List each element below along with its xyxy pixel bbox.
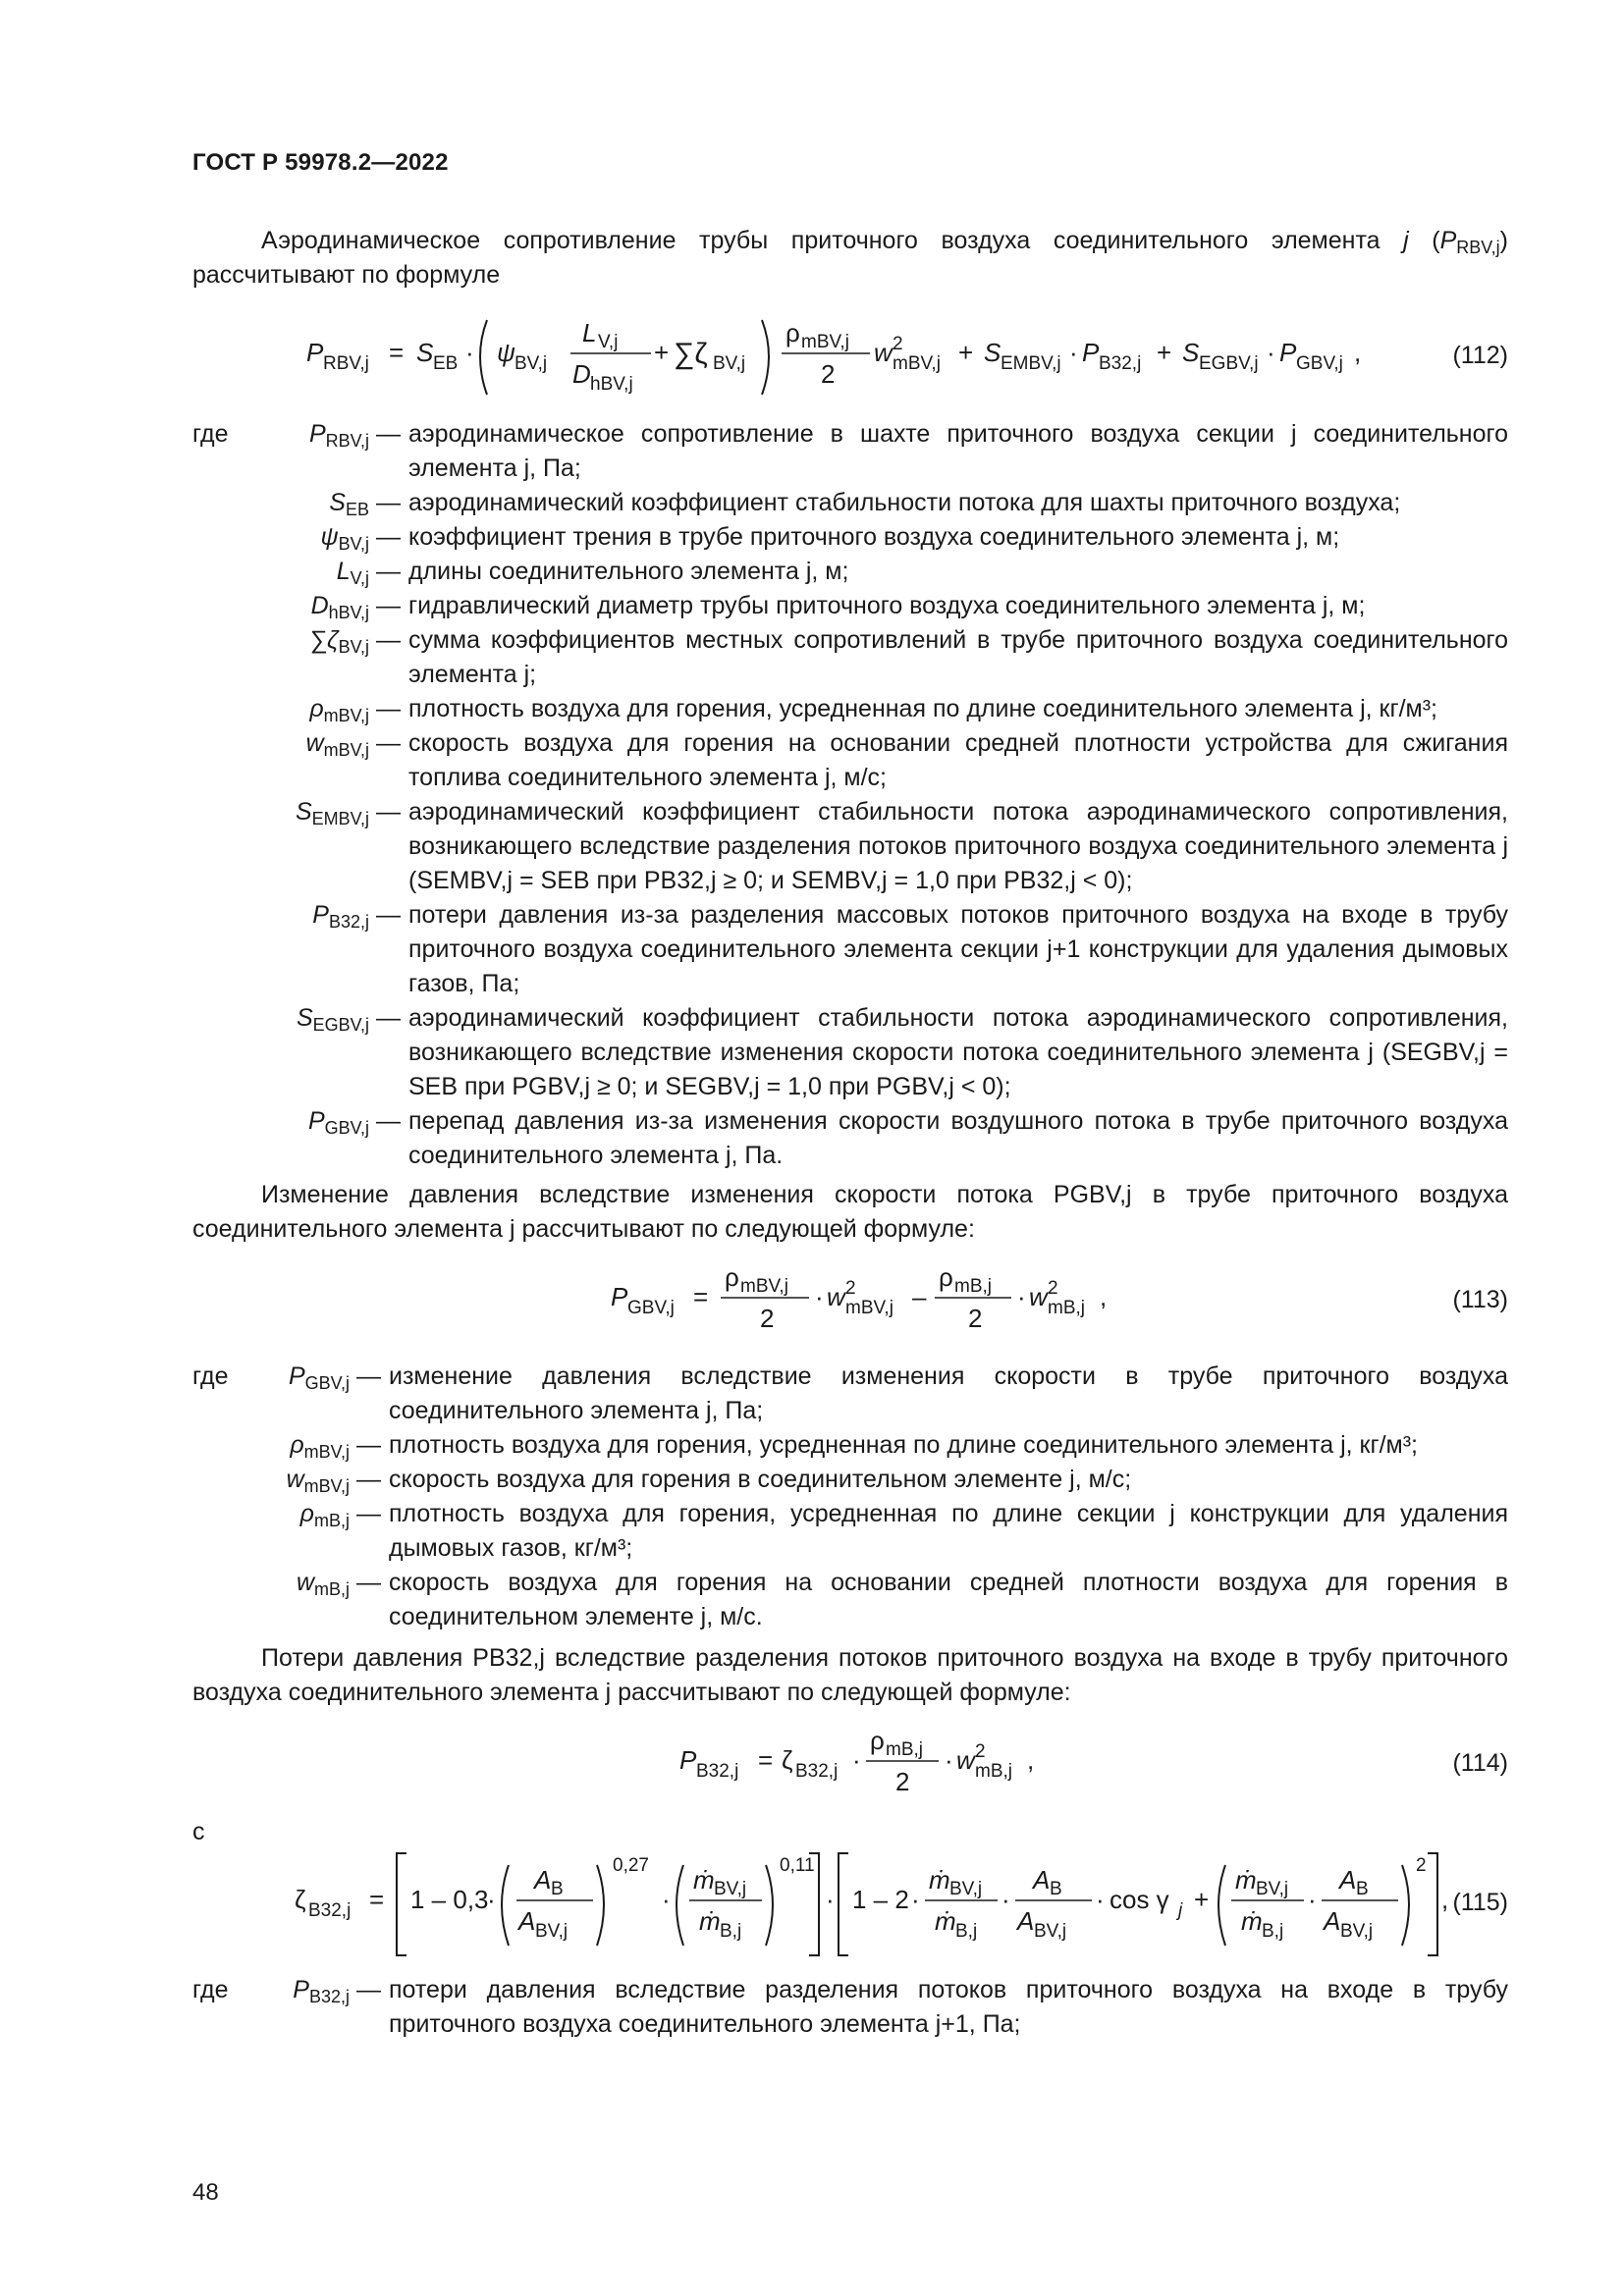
definition-symbol-main: L: [336, 558, 351, 585]
eq115-AB-num-2-sub: B: [1050, 1879, 1062, 1899]
para1-text-b: ) рассчитывают по формуле: [192, 227, 1508, 289]
definition-dash: —: [356, 1431, 381, 1459]
definition-row: [192, 417, 1508, 486]
eq115-AB-num-2: A: [1033, 1865, 1051, 1895]
eq114-rho: ρ: [870, 1726, 885, 1755]
eq112-S-EB: S: [416, 338, 434, 367]
eq113-rho2-sub: mB,j: [954, 1276, 992, 1297]
eq115-mBV-num-2-sub: BV,j: [949, 1879, 983, 1899]
definition-symbol-main: D: [310, 592, 329, 619]
eq112-P-GBV: P: [1279, 338, 1297, 367]
eq115-bracket-2-left: [839, 1853, 848, 1955]
eq115-mB-den-2-sub: B,j: [955, 1921, 978, 1942]
definition-symbol-main: ρ: [299, 1500, 314, 1527]
equation-112: [192, 312, 1508, 406]
equation-115-svg: [192, 1845, 1508, 1963]
definition-text: аэродинамический коэффициент стабильности потока аэродинамического сопротивления, возникающего вследствие разделения потоков приточного воздуха соединительного элемента j (SEMBV,j = SEB при PB32,j ≥ 0; и SEMBV,j = 1,0 при PB32,j < 0);: [408, 798, 1508, 894]
definition-dash: —: [356, 1466, 381, 1493]
definition-text: скорость воздуха для горения в соединительном элементе j, м/с;: [389, 1466, 1132, 1493]
definition-symbol-sub: mBV,j: [303, 1442, 350, 1462]
eq113-rho1: ρ: [725, 1262, 739, 1292]
eq112-w-sup: 2: [893, 334, 903, 354]
eq112-D: D: [572, 359, 591, 389]
eq115-mB-den: ṁ: [699, 1906, 721, 1936]
definition-symbol-main: S: [329, 489, 346, 516]
definition-symbol-main: P: [308, 420, 326, 448]
definition-symbol: [251, 520, 369, 555]
eq114-w: w: [956, 1745, 975, 1775]
definition-symbol: [251, 898, 369, 933]
eq115-AB-num-3: A: [1339, 1865, 1357, 1895]
eq112-dot1: ·: [465, 338, 474, 367]
eq114-rho-sub: mB,j: [886, 1739, 923, 1760]
definition-symbol-main: P: [307, 1107, 325, 1135]
definition-symbol: [251, 1463, 350, 1497]
eq112-plus3: +: [1157, 338, 1172, 367]
definition-dash: —: [376, 1107, 401, 1135]
definition-text: скорость воздуха для горения на основании средней плотности устройства для сжигания топлива соединительного элемента j, м/с;: [408, 729, 1508, 791]
definition-symbol-main: P: [288, 1362, 305, 1390]
eq115-mB-den-3: ṁ: [1241, 1906, 1263, 1936]
definition-dash: —: [376, 420, 401, 448]
definition-row: [192, 795, 1508, 898]
para1-paren: (: [1408, 227, 1440, 254]
definition-row: [192, 555, 1508, 589]
definition-lead: где: [192, 420, 229, 448]
definition-dash: —: [376, 592, 401, 619]
eq114-two: 2: [895, 1767, 910, 1796]
eq113-dot1: ·: [815, 1282, 824, 1311]
document-header: ГОСТ Р 59978.2—2022: [192, 149, 449, 176]
definition-symbol-main: ρ: [290, 1431, 304, 1459]
definition-symbol-sub: mBV,j: [323, 706, 369, 725]
definition-row: [192, 520, 1508, 555]
definition-symbol-sub: EMBV,j: [311, 809, 369, 828]
definition-symbol-sub: hBV,j: [328, 603, 369, 622]
para1-j: j: [1403, 227, 1409, 254]
eq112-w: w: [874, 338, 893, 367]
eq115-one-minus-03: 1 – 0,3: [410, 1885, 489, 1914]
eq115-ABV-den-sub: BV,j: [535, 1921, 568, 1942]
definition-symbol: [251, 1001, 369, 1036]
definition-symbol: [251, 726, 369, 761]
definition-symbol: [251, 417, 369, 452]
eq113-dot2: ·: [1017, 1282, 1026, 1311]
definition-text: потери давления вследствие разделения потоков приточного воздуха на входе в трубу приточного воздуха соединительного элемента j+1, Па;: [389, 1976, 1508, 2038]
definition-symbol: [251, 1497, 350, 1531]
eq113-lhs: P: [611, 1282, 628, 1311]
definition-dash: —: [376, 523, 401, 551]
equation-115-number: (115): [1452, 1889, 1508, 1916]
eq112-P-GBV-sub: GBV,j: [1296, 353, 1343, 374]
definition-symbol: [251, 623, 369, 658]
eq115-AB-num: A: [534, 1865, 552, 1895]
definition-symbol-sub: EB: [345, 500, 369, 519]
eq112-plus2: +: [958, 338, 974, 367]
equation-115: [192, 1845, 1508, 1963]
eq112-L: L: [582, 318, 597, 347]
eq115-plus: +: [1194, 1885, 1210, 1914]
eq112-lhs-sub: RBV,j: [323, 353, 369, 374]
eq112-dot2: ·: [1069, 338, 1078, 367]
equation-114-svg: [192, 1720, 1508, 1814]
eq113-w1: w: [827, 1282, 845, 1311]
definition-symbol-sub: mB,j: [314, 1579, 350, 1599]
definition-symbol-sub: BV,j: [338, 534, 369, 554]
definition-symbol: [251, 795, 369, 829]
definition-dash: —: [376, 729, 401, 757]
definition-dash: —: [356, 1362, 381, 1390]
definition-symbol-sub: mBV,j: [323, 740, 369, 760]
eq115-equals: =: [369, 1885, 385, 1914]
definition-row: [192, 623, 1508, 692]
definition-row: [192, 898, 1508, 1001]
eq112-S-EB-sub: EB: [433, 353, 459, 374]
eq115-AB-num-sub: B: [551, 1879, 564, 1899]
definition-symbol: [251, 486, 369, 520]
definition-dash: —: [376, 901, 401, 929]
definition-symbol-sub: BV,j: [338, 637, 369, 657]
definition-symbol-main: P: [312, 901, 329, 929]
definition-symbol: [251, 692, 369, 726]
eq115-ABV-den-3: A: [1324, 1906, 1341, 1936]
definition-symbol-main: w: [296, 1569, 314, 1596]
definition-dash: —: [356, 1500, 381, 1527]
definition-symbol-sub: V,j: [350, 568, 369, 588]
eq114-dot1: ·: [852, 1745, 861, 1775]
eq114-zeta-sub: B32,j: [795, 1761, 839, 1782]
eq113-minus: –: [912, 1282, 927, 1311]
equation-114: [192, 1720, 1508, 1814]
definition-dash: —: [356, 1569, 381, 1596]
definition-symbol-sub: B32,j: [328, 912, 369, 932]
eq112-w-sub: mBV,j: [893, 353, 941, 374]
definition-symbol: [251, 1428, 350, 1463]
definition-symbol: [251, 1566, 350, 1600]
eq115-ABV-den-2-sub: BV,j: [1034, 1921, 1067, 1942]
intro-paragraph-1: [192, 224, 1508, 293]
eq115-mB-den-3-sub: B,j: [1262, 1921, 1284, 1942]
definition-symbol-main: S: [296, 1004, 313, 1032]
definition-symbol-main: ψ: [320, 523, 339, 551]
definition-symbol-sub: mBV,j: [303, 1476, 350, 1496]
definition-text: плотность воздуха для горения, усредненная по длине секции j конструкции для удаления дымовых газов, кг/м³;: [389, 1500, 1508, 1562]
eq115-dot2: ·: [662, 1885, 671, 1914]
definition-dash: —: [376, 798, 401, 826]
eq115-dot7: ·: [1308, 1885, 1317, 1914]
eq112-S-EMBV: S: [984, 338, 1001, 367]
definition-symbol-sub: RBV,j: [325, 431, 369, 451]
definition-dash: —: [376, 626, 401, 654]
eq112-comma: ,: [1354, 338, 1362, 367]
equation-113-svg: [192, 1256, 1508, 1351]
eq112-P-B32-sub: B32,j: [1099, 353, 1142, 374]
definition-symbol-main: ∑ζ: [309, 626, 339, 654]
eq115-mBV-num-3: ṁ: [1235, 1865, 1257, 1895]
definition-row: [192, 1001, 1508, 1104]
where-list-112: [192, 417, 1508, 1173]
eq114-equals: =: [758, 1745, 774, 1775]
definition-text: длины соединительного элемента j, м;: [408, 558, 849, 585]
definition-dash: —: [376, 695, 401, 722]
eq113-w2-sup: 2: [1048, 1278, 1058, 1299]
eq113-w2: w: [1029, 1282, 1048, 1311]
eq114-lhs-sub: B32,j: [696, 1761, 739, 1782]
eq113-equals: =: [693, 1282, 709, 1311]
definition-row: [192, 1463, 1508, 1497]
eq115-one-minus-2: 1 – 2: [852, 1885, 909, 1914]
eq112-paren-right: [762, 320, 769, 395]
eq115-dot4: ·: [911, 1885, 920, 1914]
definition-symbol-sub: B32,j: [308, 1987, 350, 2006]
definition-symbol: [251, 1360, 350, 1394]
definition-row: [192, 486, 1508, 520]
definition-row: [192, 726, 1508, 795]
eq112-zeta-sub: BV,j: [713, 353, 746, 374]
equation-112-svg: [192, 312, 1508, 406]
eq115-dot1: ·: [487, 1885, 496, 1914]
eq113-two-2: 2: [968, 1304, 983, 1333]
eq112-rho: ρ: [785, 318, 800, 347]
para1-sym: P: [1439, 227, 1457, 254]
eq115-mB-den-2: ṁ: [935, 1906, 956, 1936]
eq112-S-EMBV-sub: EMBV,j: [1001, 353, 1061, 374]
eq112-equals: =: [389, 338, 405, 367]
eq112-psi: ψ: [497, 338, 515, 367]
eq115-mBV-num-sub: BV,j: [714, 1879, 747, 1899]
definition-text: потери давления из-за разделения массовых потоков приточного воздуха на входе в трубу приточного воздуха соединительного элемента секции j+1 конструкции для удаления дымовых газов, Па;: [408, 901, 1508, 997]
eq115-cos: cos γ: [1110, 1885, 1169, 1914]
eq113-lhs-sub: GBV,j: [627, 1298, 675, 1318]
eq115-lhs: ζ: [295, 1885, 306, 1914]
definition-symbol: [251, 555, 369, 589]
eq115-ABV-den-2: A: [1017, 1906, 1035, 1936]
definition-row: [192, 1566, 1508, 1634]
definition-text: изменение давления вследствие изменения скорости в трубе приточного воздуха соединительного элемента j, Па;: [389, 1362, 1508, 1424]
eq112-plus1: +: [654, 338, 670, 367]
eq113-w1-sup: 2: [845, 1278, 856, 1299]
eq112-psi-sub: BV,j: [514, 353, 548, 374]
eq113-comma: ,: [1100, 1282, 1108, 1311]
eq112-L-sub: V,j: [598, 332, 619, 352]
eq112-P-B32: P: [1082, 338, 1100, 367]
page-number: 48: [192, 2179, 219, 2206]
eq115-exp1: 0,27: [613, 1855, 649, 1876]
definition-symbol-main: ρ: [309, 695, 324, 722]
eq112-S-EGBV-sub: EGBV,j: [1199, 353, 1259, 374]
eq115-exp2: 0,11: [780, 1855, 815, 1876]
eq112-dot3: ·: [1267, 338, 1275, 367]
definition-symbol-sub: GBV,j: [304, 1373, 350, 1393]
definition-symbol-main: S: [295, 798, 312, 826]
definition-dash: —: [356, 1976, 381, 2003]
eq115-mBV-num-3-sub: BV,j: [1256, 1879, 1289, 1899]
eq115-bracket-1-left: [397, 1853, 406, 1955]
equation-112-number: (112): [1452, 342, 1508, 369]
eq113-two-1: 2: [760, 1304, 775, 1333]
eq112-paren-left: [480, 320, 487, 395]
eq113-rho2: ρ: [939, 1262, 953, 1292]
para1-text-a: Аэродинамическое сопротивление трубы приточного воздуха соединительного элемента: [261, 227, 1404, 254]
intro-paragraph-3: Потери давления PB32,j вследствие разделения потоков приточного воздуха на входе в трубу приточного воздуха соединительного элемента j рассчитывают по следующей формуле:: [192, 1644, 1508, 1706]
eq115-mBV-num-2: ṁ: [929, 1865, 950, 1895]
definition-text: плотность воздуха для горения, усредненная по длине соединительного элемента j, кг/м³;: [389, 1431, 1418, 1459]
eq115-paren-3-right: [1402, 1865, 1409, 1946]
eq114-w-sub: mB,j: [975, 1761, 1012, 1782]
eq114-w-sup: 2: [975, 1741, 986, 1762]
eq115-dot3: ·: [826, 1885, 835, 1914]
definition-text: скорость воздуха для горения на основании средней плотности воздуха для горения в соединительном элементе j, м/с.: [389, 1569, 1508, 1630]
definition-symbol: [251, 1104, 369, 1139]
eq115-dot5: ·: [1001, 1885, 1010, 1914]
definition-row: [192, 1497, 1508, 1566]
with-label: с: [192, 1818, 205, 1845]
definition-symbol-main: w: [305, 729, 324, 757]
definition-text: аэродинамический коэффициент стабильности потока для шахты приточного воздуха;: [408, 489, 1401, 516]
definition-text: перепад давления из-за изменения скорости воздушного потока в трубе приточного воздуха соединительного элемента j, Па.: [408, 1107, 1508, 1169]
para1-sub: RBV,j: [1456, 238, 1500, 257]
eq112-rho-sub: mBV,j: [801, 332, 849, 352]
eq115-mB-den-sub: B,j: [720, 1921, 742, 1942]
equation-113-number: (113): [1452, 1286, 1508, 1313]
eq113-w2-sub: mB,j: [1048, 1298, 1085, 1318]
definition-row: [192, 1360, 1508, 1428]
definition-row: [192, 1104, 1508, 1173]
equation-113: [192, 1256, 1508, 1351]
definition-text: сумма коэффициентов местных сопротивлений в трубе приточного воздуха соединительного элемента j;: [408, 626, 1508, 688]
eq115-comma: ,: [1441, 1885, 1449, 1914]
definition-text: аэродинамический коэффициент стабильности потока аэродинамического сопротивления, возникающего вследствие изменения скорости потока соединительного элемента j (SEGBV,j = SEB при PGBV,j ≥ 0; и SEGBV,j = 1,0 при PGBV,j < 0);: [408, 1004, 1508, 1100]
eq113-w1-sub: mBV,j: [845, 1298, 893, 1318]
eq114-lhs: P: [679, 1745, 697, 1775]
eq115-paren-2-right: [766, 1865, 773, 1946]
definition-symbol-main: w: [286, 1466, 304, 1493]
eq115-paren-3-left: [1218, 1865, 1225, 1946]
definition-symbol: [251, 1973, 350, 2007]
definition-dash: —: [376, 1004, 401, 1032]
where-list-115: [192, 1973, 1508, 2042]
eq115-paren-2-left: [677, 1865, 683, 1946]
definition-symbol-main: P: [293, 1976, 309, 2003]
definition-dash: —: [376, 489, 401, 516]
definition-row: [192, 589, 1508, 623]
intro-paragraph-2: Изменение давления вследствие изменения скорости потока PGBV,j в трубе приточного воздуха соединительного элемента j рассчитывают по следующей формуле:: [192, 1181, 1508, 1243]
definition-symbol: [251, 589, 369, 623]
eq113-rho1-sub: mBV,j: [740, 1276, 788, 1297]
eq115-paren-1-right: [597, 1865, 604, 1946]
eq115-exp-outer: 2: [1416, 1855, 1427, 1876]
eq115-ABV-den: A: [518, 1906, 536, 1936]
eq114-dot2: ·: [945, 1745, 953, 1775]
definition-text: аэродинамическое сопротивление в шахте приточного воздуха секции j соединительного элемента j, Па;: [408, 420, 1508, 482]
eq112-D-sub: hBV,j: [590, 374, 633, 395]
eq115-cos-sub: j: [1178, 1900, 1183, 1921]
definition-text: гидравлический диаметр трубы приточного воздуха соединительного элемента j, м;: [408, 592, 1366, 619]
eq115-paren-1-left: [502, 1865, 509, 1946]
definition-symbol-sub: mB,j: [314, 1511, 350, 1530]
definition-symbol-sub: EGBV,j: [312, 1015, 369, 1035]
where-list-113: [192, 1360, 1508, 1634]
eq114-zeta: ζ: [782, 1745, 793, 1775]
equation-114-number: (114): [1452, 1749, 1508, 1777]
definition-dash: —: [376, 558, 401, 585]
eq115-mBV-num: ṁ: [693, 1865, 715, 1895]
eq115-ABV-den-3-sub: BV,j: [1340, 1921, 1374, 1942]
definition-lead: где: [192, 1976, 229, 2003]
definition-symbol-sub: GBV,j: [324, 1118, 369, 1138]
eq112-two: 2: [821, 359, 836, 389]
definition-row: [192, 1973, 1508, 2042]
eq115-bracket-2-right: [1428, 1853, 1437, 1955]
eq114-comma: ,: [1027, 1745, 1035, 1775]
eq112-S-EGBV: S: [1182, 338, 1200, 367]
definition-lead: где: [192, 1362, 229, 1390]
eq112-sum-zeta: ∑ζ: [674, 338, 708, 370]
definition-row: [192, 692, 1508, 726]
eq112-lhs: P: [306, 338, 324, 367]
eq115-AB-num-3-sub: B: [1356, 1879, 1369, 1899]
definition-text: коэффициент трения в трубе приточного воздуха соединительного элемента j, м;: [408, 523, 1340, 551]
definition-row: [192, 1428, 1508, 1463]
eq115-lhs-sub: B32,j: [308, 1900, 352, 1921]
eq115-dot6: ·: [1096, 1885, 1105, 1914]
definition-text: плотность воздуха для горения, усредненная по длине соединительного элемента j, кг/м³;: [408, 695, 1437, 722]
